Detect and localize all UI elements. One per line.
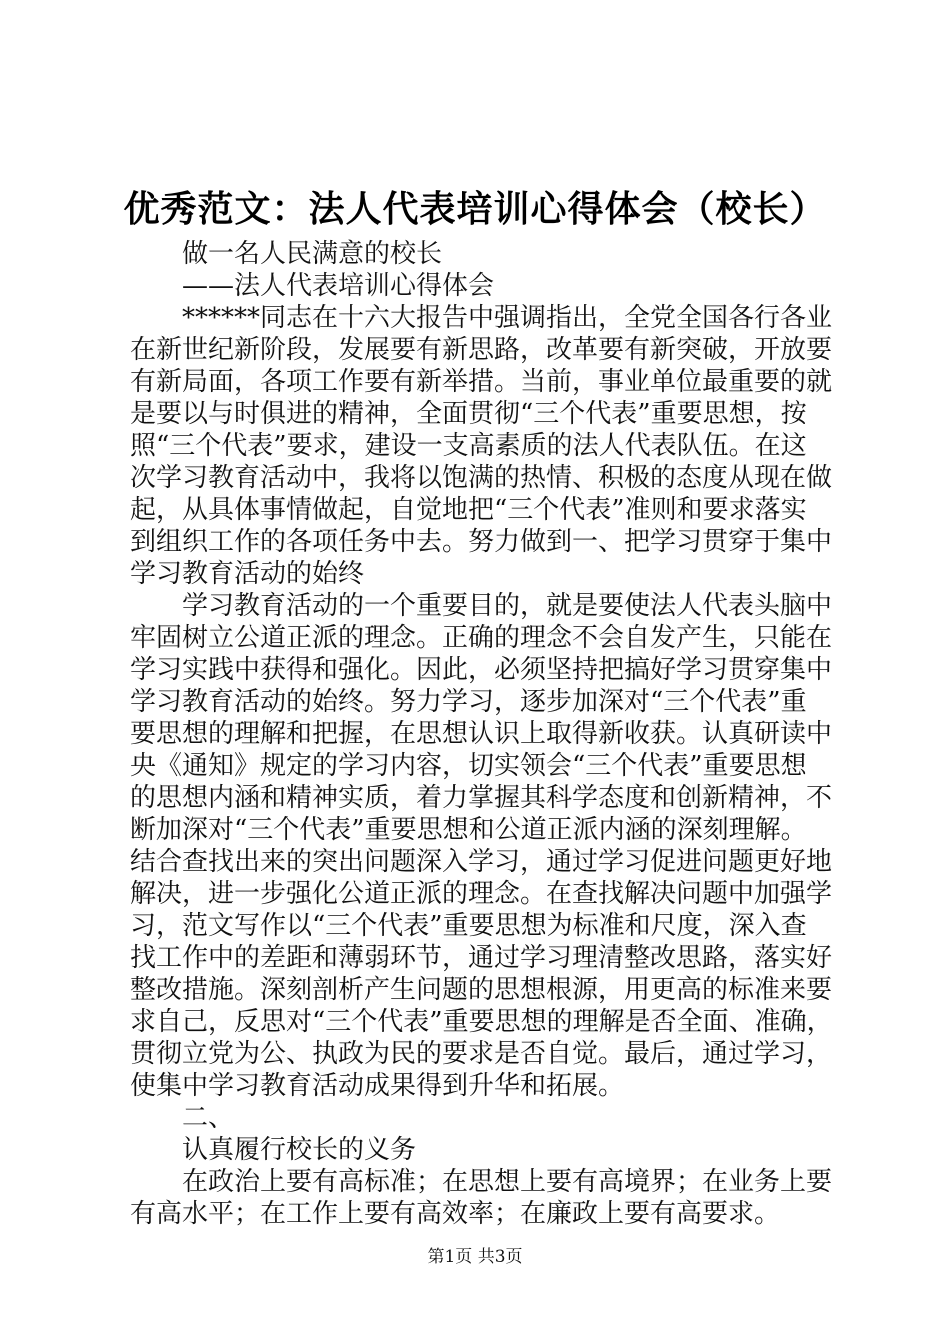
text-line: 有新局面，各项工作要有新举措。当前，事业单位最重要的就: [130, 367, 833, 397]
text-line: 习，范文写作以“三个代表”重要思想为标准和尺度，深入查: [130, 911, 807, 941]
text-line: ——法人代表培训心得体会: [182, 271, 495, 301]
text-line: 学习教育活动的始终。努力学习，逐步加深对“三个代表”重: [130, 687, 807, 717]
page-footer: 第1页 共3页: [427, 1247, 523, 1267]
text-line: 结合查找出来的突出问题深入学习，通过学习促进问题更好地: [130, 847, 833, 877]
text-line: 做一名人民满意的校长: [182, 239, 443, 269]
text-line: 解决，进一步强化公道正派的理念。在查找解决问题中加强学: [130, 879, 833, 909]
text-line: 认真履行校长的义务: [182, 1135, 417, 1165]
text-line: 在新世纪新阶段，发展要有新思路，改革要有新突破，开放要: [130, 335, 833, 365]
text-line: 贯彻立党为公、执政为民的要求是否自觉。最后，通过学习，: [130, 1039, 833, 1069]
text-line: 到组织工作的各项任务中去。努力做到一、把学习贯穿于集中: [130, 527, 833, 557]
text-line: 断加深对“三个代表”重要思想和公道正派内涵的深刻理解。: [130, 815, 807, 845]
document-title: 优秀范文：法人代表培训心得体会（校长）: [123, 188, 827, 230]
text-line: 在政治上要有高标准；在思想上要有高境界；在业务上要: [182, 1167, 833, 1197]
text-line: 次学习教育活动中，我将以饱满的热情、积极的态度从现在做: [130, 463, 833, 493]
text-line: 二、: [182, 1103, 235, 1133]
text-line: 整改措施。深刻剖析产生问题的思想根源，用更高的标准来要: [130, 975, 833, 1005]
text-line: 学习实践中获得和强化。因此，必须坚持把搞好学习贯穿集中: [130, 655, 833, 685]
text-line: 要思想的理解和把握，在思想认识上取得新收获。认真研读中: [130, 719, 833, 749]
text-line: 学习教育活动的一个重要目的，就是要使法人代表头脑中: [182, 591, 833, 621]
text-line: 使集中学习教育活动成果得到升华和拓展。: [130, 1071, 625, 1101]
document-body: [130, 238, 835, 1230]
text-line: 牢固树立公道正派的理念。正确的理念不会自发产生，只能在: [130, 623, 833, 653]
text-line: 起，从具体事情做起，自觉地把“三个代表”准则和要求落实: [130, 495, 807, 525]
text-line: 的思想内涵和精神实质，着力掌握其科学态度和创新精神，不: [130, 783, 833, 813]
text-line: 央《通知》规定的学习内容，切实领会“三个代表”重要思想: [130, 751, 807, 781]
text-line: 找工作中的差距和薄弱环节，通过学习理清整改思路，落实好: [130, 943, 833, 973]
text-line: ******同志在十六大报告中强调指出，全党全国各行各业: [182, 303, 833, 333]
text-line: 照“三个代表”要求，建设一支高素质的法人代表队伍。在这: [130, 431, 807, 461]
text-line: 是要以与时俱进的精神，全面贯彻“三个代表”重要思想，按: [130, 399, 807, 429]
text-line: 求自己，反思对“三个代表”重要思想的理解是否全面、准确，: [130, 1007, 833, 1037]
text-line: 有高水平；在工作上要有高效率；在廉政上要有高要求。: [130, 1199, 781, 1229]
text-line: 学习教育活动的始终: [130, 559, 365, 589]
